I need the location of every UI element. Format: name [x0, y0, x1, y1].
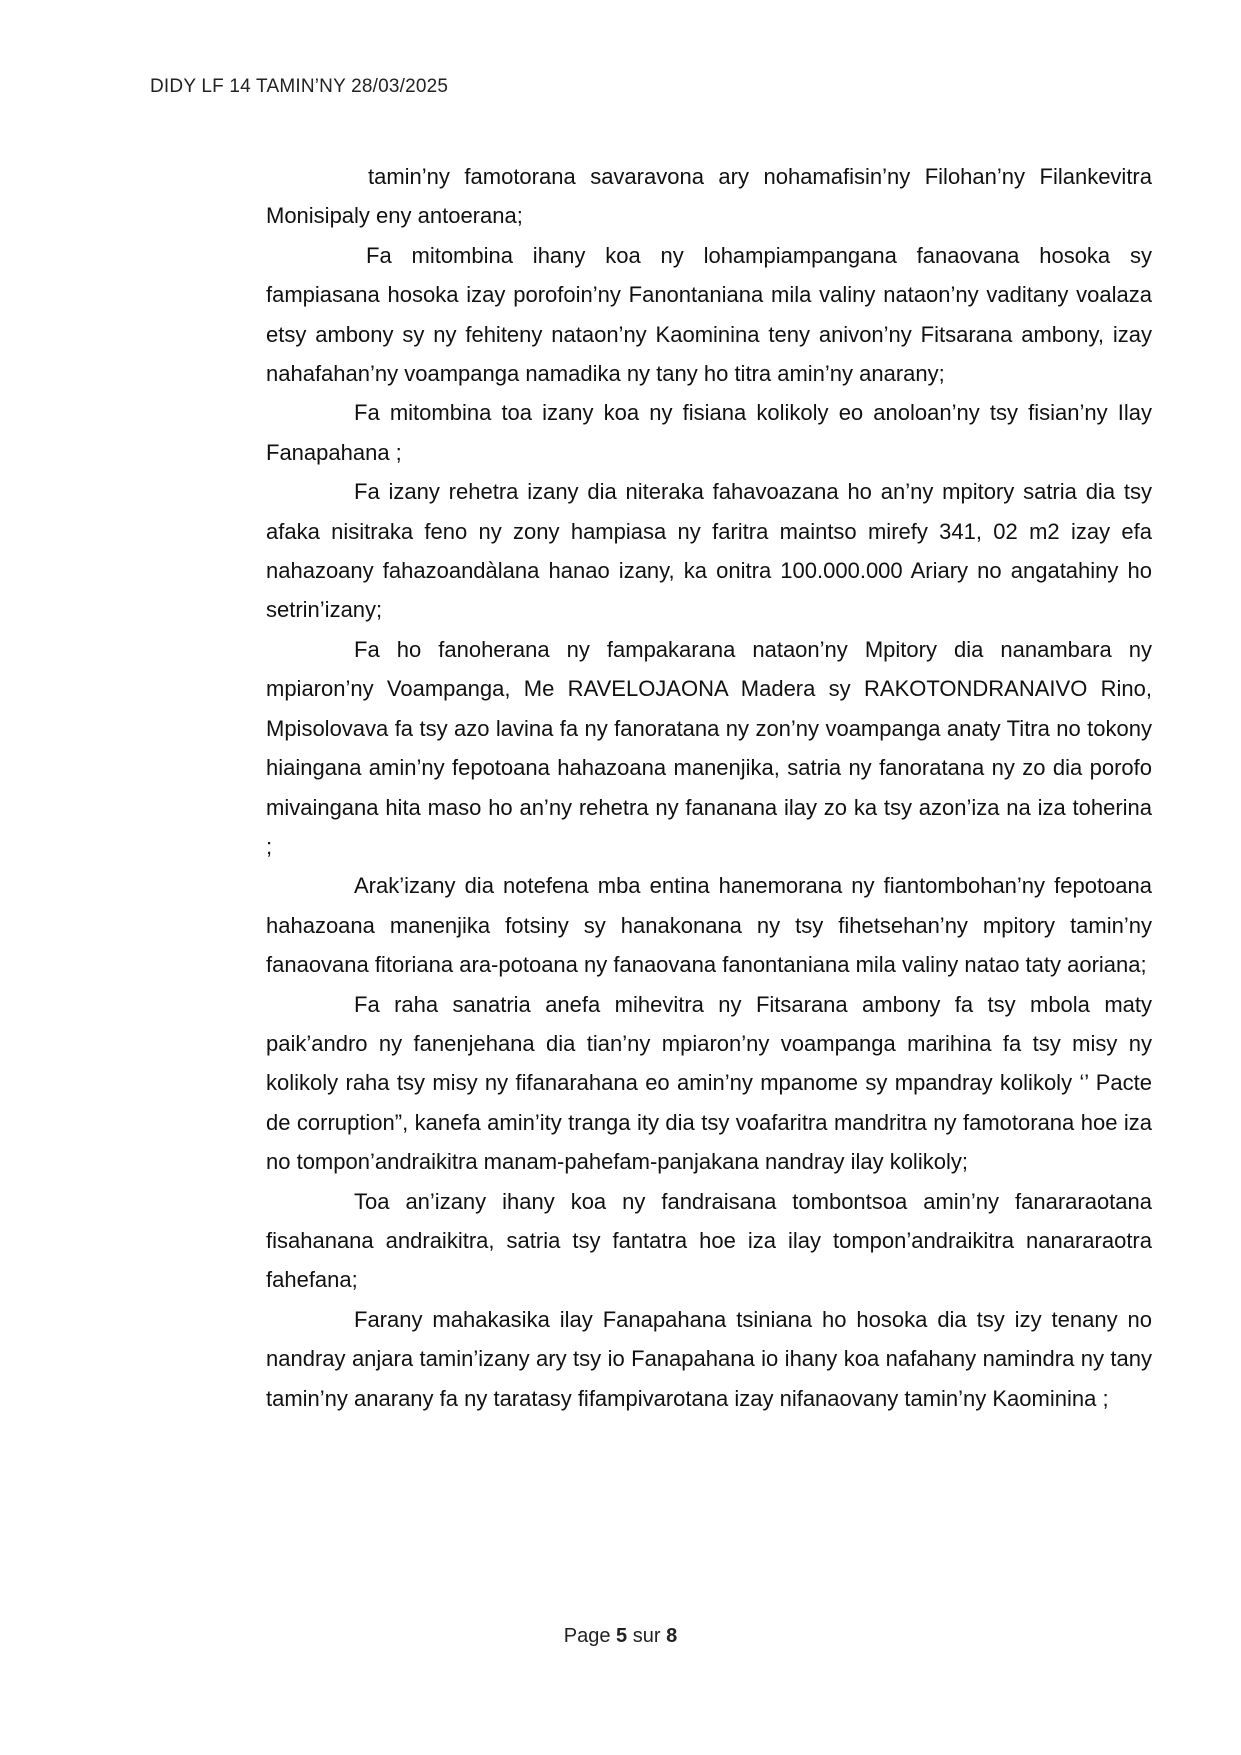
paragraph: Arak’izany dia notefena mba entina hanemorana ny fiantombohan’ny fepotoana hahazoana manenjika fotsiny sy hanakonana ny tsy fihetsehan’ny mpitory tamin’ny fanaovana fitoriana ara-potoana ny fanaovana fanontaniana mila valiny natao taty aoriana;: [266, 873, 1152, 978]
page-footer: [0, 1625, 1241, 1648]
paragraph: tamin’ny famotorana savaravona ary nohamafisin’ny Filohan’ny Filankevitra Monisipaly eny antoerana;: [266, 164, 1152, 229]
paragraph: Fa ho fanoherana ny fampakarana nataon’ny Mpitory dia nanambara ny mpiaron’ny Voampanga, Me RAVELOJAONA Madera sy RAKOTONDRANAIVO Rino, Mpisolovava fa tsy azo lavina fa ny fanoratana ny zon’ny voampanga anaty Titra no tokony hiaingana amin’ny fepotoana hahazoana manenjika, satria ny fanoratana ny zo dia porofo mivaingana hita maso ho an’ny rehetra ny fananana ilay zo ka tsy azon’iza na iza toherina ;: [266, 636, 1152, 859]
page-separator: sur: [632, 1625, 661, 1647]
page-label: Page: [563, 1625, 611, 1647]
current-page-number: 5: [616, 1625, 628, 1647]
paragraph: Fa izany rehetra izany dia niteraka fahavoazana ho an’ny mpitory satria dia tsy afaka nisitraka feno ny zony hampiasa ny faritra maintso mirefy 341, 02 m2 izay efa nahazoany fahazoandàlana hanao izany, ka onitra 100.000.000 Ariary no angatahiny ho setrin’izany;: [266, 479, 1152, 623]
paragraph: Farany mahakasika ilay Fanapahana tsiniana ho hosoka dia tsy izy tenany no nandray anjara tamin’izany ary tsy io Fanapahana io ihany koa nafahany namindra ny tany tamin’ny anarany fa ny taratasy fifampivarotana izay nifanaovany tamin’ny Kaominina ;: [266, 1306, 1152, 1411]
paragraph: Fa mitombina toa izany koa ny fisiana kolikoly eo anoloan’ny tsy fisian’ny Ilay Fanapahana ;: [266, 400, 1152, 465]
document-body: [266, 157, 1152, 1418]
paragraph: Fa mitombina ihany koa ny lohampiampangana fanaovana hosoka sy fampiasana hosoka izay porofoin’ny Fanontaniana mila valiny nataon’ny vaditany voalaza etsy ambony sy ny fehiteny nataon’ny Kaominina teny anivon’ny Fitsarana ambony, izay nahafahan’ny voampanga namadika ny tany ho titra amin’ny anarany;: [266, 242, 1152, 387]
paragraph: Toa an’izany ihany koa ny fandraisana tombontsoa amin’ny fanararaotana fisahanana andraikitra, satria tsy fantatra hoe iza ilay tompon’andraikitra nanararaotra fahefana;: [266, 1188, 1152, 1293]
document-header: DIDY LF 14 TAMIN’NY 28/03/2025: [150, 76, 449, 97]
total-page-number: 8: [666, 1625, 678, 1647]
paragraph: Fa raha sanatria anefa mihevitra ny Fitsarana ambony fa tsy mbola maty paik’andro ny fanenjehana dia tian’ny mpiaron’ny voampanga marihina fa tsy misy ny kolikoly raha tsy misy ny fifanarahana eo amin’ny mpanome sy mpandray kolikoly ‘’ Pacte de corruption”, kanefa amin’ity tranga ity dia tsy voafaritra mandritra ny famotorana hoe iza no tompon’andraikitra manam-pahefam-panjakana nandray ilay kolikoly;: [266, 991, 1152, 1175]
